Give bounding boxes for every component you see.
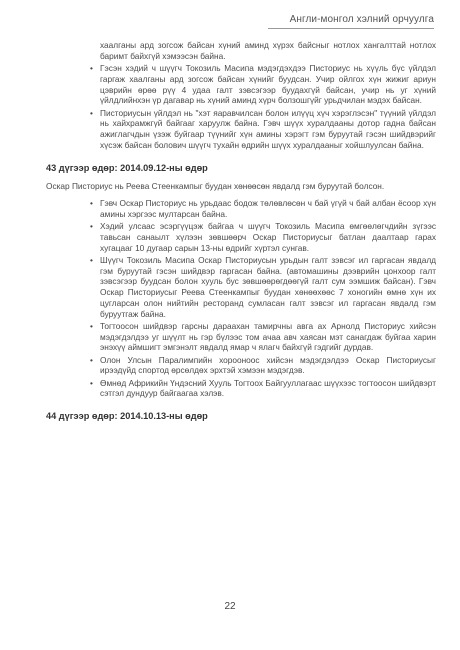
- list-item: [90, 254, 438, 320]
- list-item-text: Писториусын үйлдэл нь "хэт яаравчилсан болон илүүц хүч хэрэглэсэн" түүний үйлдэл нь хайхрамжгүй байгааг харуулж байна. Гэвч шүүх хуралдааны дотор гадна байсан ажиглагчдын үзэж буйгаар түүнийг хүн амины хэрэгт гэм буруутай гэсэн шийдвэрийг хүсэж байсан болович шүүгч тухайн өдрийн шүүх хуралдааныг хойшлуулсан байна.: [100, 107, 436, 150]
- bullet-icon: •: [90, 198, 93, 208]
- bullet-icon: •: [90, 221, 93, 231]
- day-44-heading: 44 дүгээр өдөр: 2014.10.13-ны өдөр: [46, 411, 208, 421]
- header-rule: [268, 28, 434, 29]
- list-item-text: Тогтоосон шийдвэр гарсны дараахан тамирчны авга ах Арнолд Писториус хийсэн мэдэгдэлдээ уг шүүлт нь гэр бүлээс том ачаа авч хаясан мэт санагдаж буйгаа харин энэхүү аймшигт эмгэнэлт явдалд ямар ч ялагч байхгүй гэдгийг дурдав.: [100, 320, 436, 353]
- bullet-icon: •: [90, 354, 93, 365]
- bullet-icon: •: [90, 377, 93, 388]
- list-item: [90, 107, 438, 151]
- list-item: [90, 198, 438, 220]
- page-number: 22: [224, 601, 236, 612]
- list-item-text: Өмнөд Африкийн Үндэсний Хууль Тогтоох Байгууллагаас шүүхээс тогтоосон шийдвэрт сэтгэл дундуур байгаагаа хэлэв.: [100, 377, 436, 399]
- list-item: [90, 377, 438, 400]
- list-item: [90, 63, 438, 106]
- running-header: Англи-монгол хэлний орчуулга: [289, 14, 434, 25]
- list-item-text: Гэвч Оскар Писториус нь урьдаас бодож төлөвлөсөн ч бай үгүй ч бай албан ёсоор хүн амины хэргээс мултарсан байна.: [100, 198, 436, 219]
- list-item-text: Хэдий улсаас эсэргүүцэж байгаа ч шүүгч Токозиль Масипа өмгөөлөгчдийн зүгээс тавьсан санаылт хүлээн зөвшөөрч Оскар Писториусыг батлан даалтаар гарах хугацааг 10 дугаар сарын 13-ны өдрийг хүртэл сунгав.: [100, 221, 436, 253]
- list-item: [90, 354, 438, 377]
- day-43-bullet-list: [46, 198, 438, 399]
- list-item-continued: [100, 40, 438, 62]
- list-item-text: Гэсэн хэдий ч шүүгч Токозиль Масипа мэдэгдэхдээ Писториус нь хүүль бүс үйлдэл гаргаж хаалганы ард зогсож байсан хүнийг буудсан. Учир ойлгох хүн жижиг ариун цэврийн өрөө рүү 4 удаа галт зэвсэгээр буудахгүй байсан, учир нь уг хүний үйлдлийнхэн үр дагавар нь хүний аминд хүрч болзошгүйг урьдчилан мэдэх байсан.: [100, 63, 436, 106]
- bullet-icon: •: [90, 254, 93, 265]
- bullet-icon: •: [90, 107, 93, 118]
- list-item-text: Шүүгч Токозиль Масипа Оскар Писториусын урьдын галт зэвсэг ил гаргасан явдалд гэм буруутай гэсэн шийдвэр гаргасан байна. (автомашины дээврийн цонхоор галт зэвсэгээр буудсан болон хууль бус зөвшөөрөгдөөгүй галт сум ээмшиж байсан). Гэвч Оскар Писториусыг Реева Стеенкампыг буудан хөнөөхөөс 7 хоногийн өмнө хүн их цугларсан олон нийтийн ресторанд сумласан галт зэвсэг ил гаргасан явдалд гэм буруутгаж байна.: [100, 254, 436, 319]
- day-43-heading: 43 дүгээр өдөр: 2014.09.12-ны өдөр: [46, 162, 208, 173]
- list-item: [90, 320, 438, 353]
- list-item-text: хаалганы ард зогсож байсан хүний аминд хүрэх байсныг нотлох хангалттай нотлох баримт байхгүй хэмээсэн байна.: [100, 40, 436, 61]
- page-content: [46, 40, 438, 430]
- top-bullet-list: [46, 40, 438, 151]
- bullet-icon: •: [90, 63, 93, 73]
- list-item: [90, 221, 438, 253]
- day-43-intro: Оскар Писториус нь Реева Стеенкампыг буудан хөнөөсөн явдалд гэм буруутай болсон.: [46, 181, 385, 192]
- list-item-text: Олон Улсын Паралимпийн хорооноос хийсэн мэдэгдэлдээ Оскар Писториусыг ирээдүйд спортод өрсөлдөх эрхтэй хэмээн мэдэгдэв.: [100, 354, 436, 376]
- bullet-icon: •: [90, 320, 93, 331]
